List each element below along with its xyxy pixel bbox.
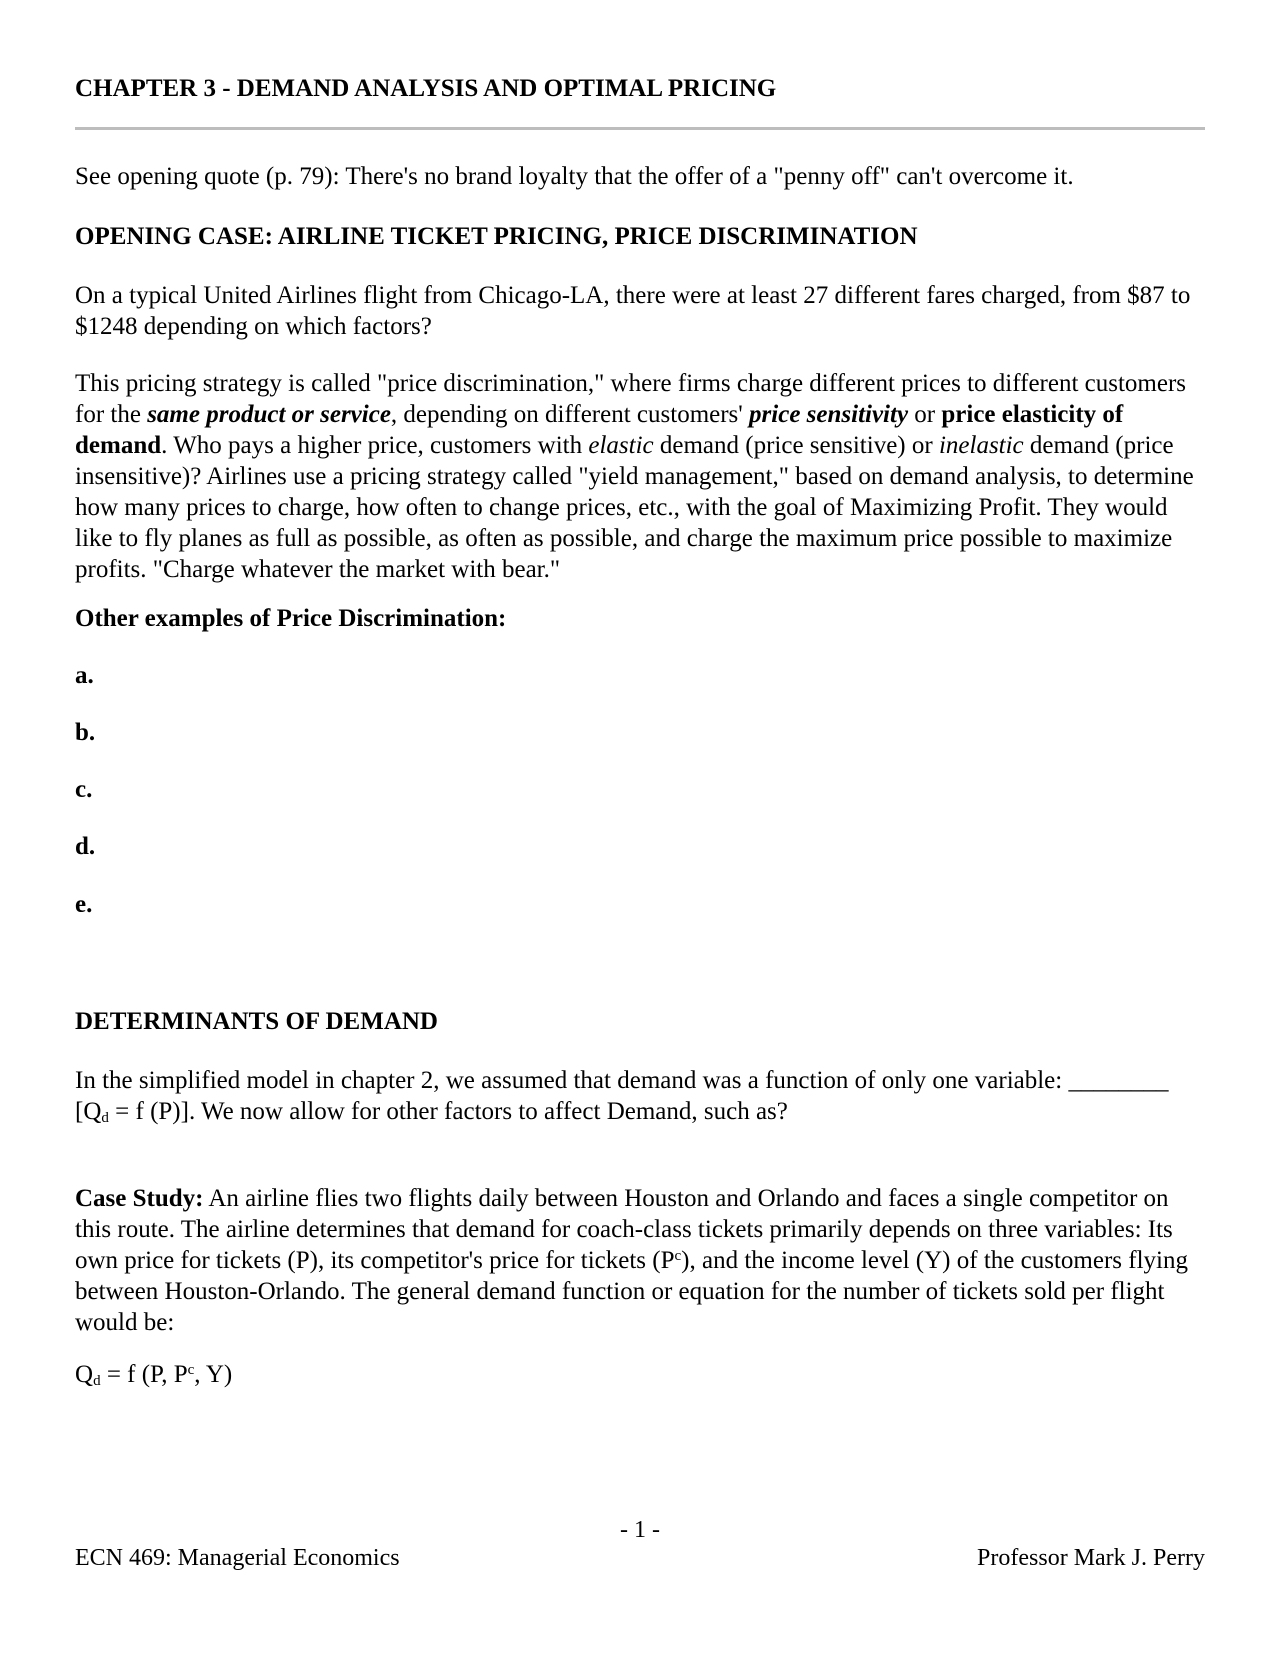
chapter-title: CHAPTER 3 - DEMAND ANALYSIS AND OPTIMAL PRICING [75,75,777,102]
equation-q: Q [75,1361,94,1388]
text-run: . Who pays a higher price, customers with [161,432,589,459]
text-run: An airline flies two flights daily between Houston and Orlando and faces a single competitor on this route. The airline determines that demand for coach-class tickets primarily depends on three variables: Its own price for tickets (P), its competitor's price for tickets (P [75,1185,1173,1274]
examples-heading: Other examples of Price Discrimination: [75,605,507,632]
page-number: - 1 - [620,1517,660,1543]
opening-case-heading: OPENING CASE: AIRLINE TICKET PRICING, PRICE DISCRIMINATION [75,223,918,250]
demand-equation [75,1359,1205,1390]
text-run: , Y) [194,1361,233,1388]
footer-course: ECN 469: Managerial Economics [75,1545,400,1571]
emphasis-same-product: same product or service [147,401,391,428]
example-item-a: a. [75,662,94,689]
text-run: = f (P, P [100,1361,188,1388]
example-item-e: e. [75,891,93,918]
determinants-paragraph [75,1065,1205,1127]
emphasis-price-sensitivity: price sensitivity [749,401,909,428]
title-divider [75,127,1205,130]
case-study-paragraph [75,1183,1205,1338]
superscript-c: c [674,1248,682,1264]
emphasis-inelastic: inelastic [938,432,1024,459]
text-run: In the simplified model in chapter 2, we assumed that demand was a function of only one variable: ________ [Q [75,1067,1169,1125]
text-run: demand (price insensitive)? Airlines use a pricing strategy called "yield management," based on demand analysis, to determine how many prices to charge, how often to change prices, etc., with the goal of Maximizing Profit. They would like to fly planes as full as possible, as often as possible, and charge the maximum price possible to maximize profits. "Charge whatever the market with bear." [75,432,1194,583]
emphasis-elastic: elastic [588,432,654,459]
text-run: demand (price sensitive) or [653,432,939,459]
text-run: or [908,401,942,428]
text-run: = f (P)]. We now allow for other factors to affect Demand, such as? [108,1098,788,1125]
subscript-d: d [101,1110,109,1126]
equation-superscript-c: c [187,1362,195,1378]
emphasis-price-elasticity: price elasticity of demand [75,401,1124,459]
text-run: , depending on different customers' [390,401,750,428]
opening-quote: See opening quote (p. 79): There's no brand loyalty that the offer of a "penny off" can't overcome it. [75,163,1074,190]
example-item-d: d. [75,833,96,860]
opening-case-paragraph-2 [75,368,1205,585]
text-run: This pricing strategy is called "price discrimination," where firms charge different prices to different customers for the [75,370,1187,428]
determinants-heading: DETERMINANTS OF DEMAND [75,1008,438,1035]
text-run: ), and the income level (Y) of the customers flying between Houston-Orlando. The general demand function or equation for the number of tickets sold per flight would be: [75,1247,1188,1336]
case-study-label: Case Study: [75,1185,204,1212]
opening-case-paragraph-1: On a typical United Airlines flight from Chicago-LA, there were at least 27 different fares charged, from $87 to $1248 depending on which factors? [75,282,1191,340]
example-item-b: b. [75,719,96,746]
example-item-c: c. [75,776,93,803]
equation-subscript-d: d [93,1373,101,1389]
footer-author: Professor Mark J. Perry [977,1545,1205,1571]
